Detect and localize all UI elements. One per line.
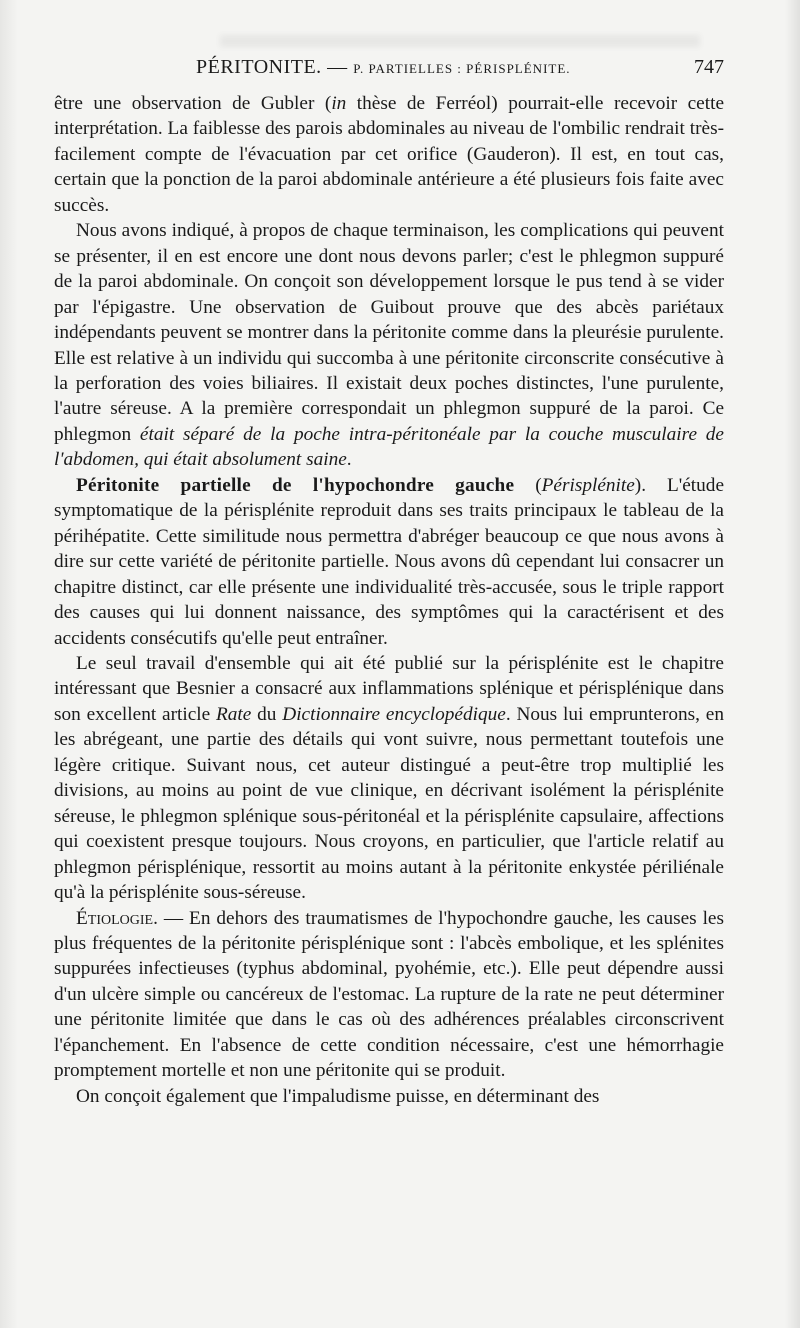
paragraph-6-text-a: On conçoit également que l'impaludisme puisse, en déterminant des <box>76 1085 600 1107</box>
paragraph-1-italic: in <box>331 93 347 114</box>
paragraph-5-text-a: — En dehors des traumatismes de l'hypochondre gauche, les causes les plus fréquentes de la péritonite périsplénique sont : l'abcès embolique, et les splénites suppurées infectieuses (typhus abdominal, pyohémie, etc.). Elle peut dépendre aussi d'un ulcère simple ou cancéreux de l'estomac. La rupture de la rate ne peut déterminer une péritonite limitée que dans le cas où des adhérences préalables circonscrivent l'épanchement. En l'absence de cette condition nécessaire, c'est une hémorrhagie promptement mortelle et non une péritonite qui se produit. <box>54 907 724 1082</box>
paragraph-4-text-a: Le seul travail d'ensemble qui ait été publié sur la périsplénite est le chapitre intéressant que Besnier a consacré aux inflammations splénique et périsplénique dans son excellent article <box>54 652 724 725</box>
body-text <box>54 91 724 1109</box>
paragraph-1-text-a: être une observation de Gubler ( <box>54 93 332 114</box>
paragraph-2-text-b: . <box>346 449 352 471</box>
running-title <box>196 56 571 79</box>
paragraph-4-text-c: . Nous lui emprunterons, en les abrégeant, une partie des détails qui vont suivre, nous permettant toutefois une légère critique. Suivant nous, cet auteur distingué a peut-être trop multiplié les divisions, au moins au point de vue clinique, en décrivant isolément la périsplénite séreuse, le phlegmon splénique sous-péritonéal et la périsplénite capsulaire, affections qui coexistent presque toujours. Nous croyons, en particulier, que l'article relatif au phlegmon périsplénique, ressortit au moins autant à la péritonite enkystée périliénale qu'à la périsplénite sous-séreuse. <box>54 703 725 904</box>
section-heading-etiologie: Étiologie. <box>76 907 158 929</box>
page-number: 747 <box>694 56 724 78</box>
paragraph-5 <box>54 906 724 1084</box>
paragraph-6 <box>54 1084 724 1109</box>
running-title-sub: P. PARTIELLES : PÉRISPLÉNITE. <box>353 61 571 76</box>
paragraph-1 <box>54 91 724 218</box>
bleed-through <box>220 35 700 47</box>
paragraph-3 <box>54 473 724 651</box>
paragraph-4-italic-1: Rate <box>216 703 252 725</box>
paragraph-4 <box>54 651 724 906</box>
paragraph-1-text-b: thèse de Ferréol) pourrait-elle recevoir cette interprétation. La faiblesse des parois abdominales au niveau de l'ombilic rendrait très-facilement compte de l'évacuation par cet orifice (Gauderon). Il est, en tout cas, certain que la ponction de la paroi abdominale antérieure a été plusieurs fois faite avec succès. <box>54 93 724 216</box>
paragraph-3-text-b: ). L'étude symptomatique de la périsplénite reproduit dans ses traits principaux le tableau de la périhépatite. Cette similitude nous permettra d'abréger beaucoup ce que nous avons à dire sur cette variété de péritonite partielle. Nous avons dû cependant lui consacrer un chapitre distinct, car elle présente une individualité très-accusée, sous le triple rapport des causes qui lui donnent naissance, des symptômes qui la caractérisent et des accidents consécutifs qu'elle peut entraîner. <box>54 474 724 649</box>
section-heading-perisplenite: Péritonite partielle de l'hypochondre gauche <box>76 474 515 496</box>
running-header <box>54 56 724 82</box>
paragraph-3-italic: Périsplénite <box>541 474 635 496</box>
paragraph-2-text-a: Nous avons indiqué, à propos de chaque terminaison, les complications qui peuvent se présenter, il en est encore une dont nous devons parler; c'est le phlegmon suppuré de la paroi abdominale. On conçoit son développement lorsque le pus tend à se vider par l'épigastre. Une observation de Guibout prouve que des abcès pariétaux indépendants peuvent se montrer dans la péritonite comme dans la pleurésie purulente. Elle est relative à un individu qui succomba à une péritonite circonscrite consécutive à la perforation des voies biliaires. Il existait deux poches distinctes, l'une purulente, l'autre séreuse. A la première correspondait un phlegmon suppuré de la paroi. Ce phlegmon <box>54 220 724 445</box>
paragraph-4-text-b: du <box>251 703 283 725</box>
paragraph-2-italic: était séparé de la poche intra-péritonéale par la couche musculaire de l'abdomen, qui était absolument saine <box>54 423 724 471</box>
paragraph-3-text-a: ( <box>514 474 542 496</box>
running-title-main: PÉRITONITE. — <box>196 56 354 78</box>
paragraph-4-italic-2: Dictionnaire encyclopédique <box>282 703 506 725</box>
paragraph-2 <box>54 218 724 473</box>
